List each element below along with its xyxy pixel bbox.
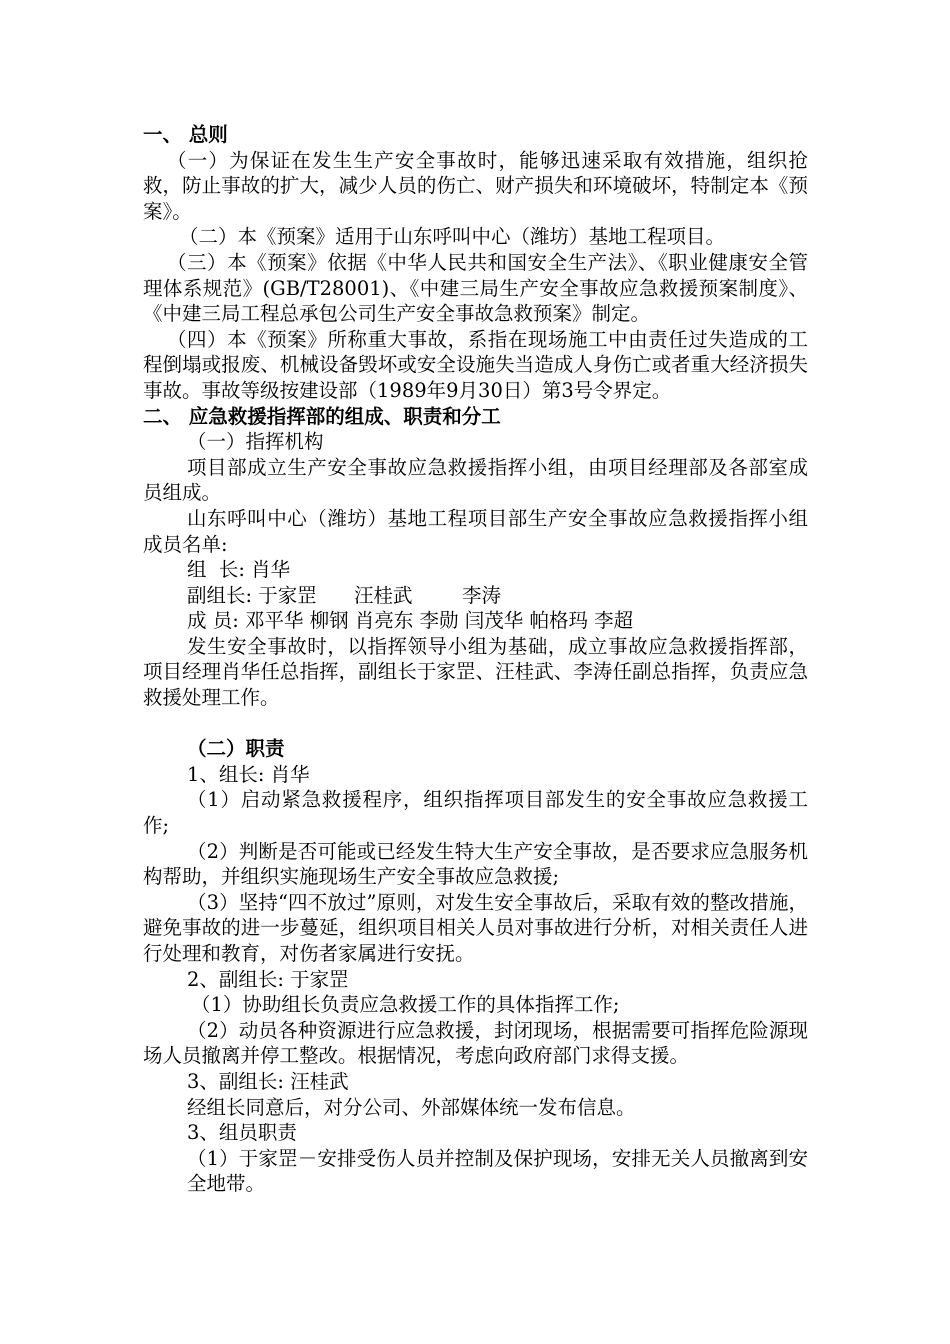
duty-leader-item-1: （1）启动紧急救援程序，组织指挥项目部发生的安全事故应急救援工作; [143, 788, 808, 838]
duty-deputy2-title: 3、副组长: 汪桂武 [187, 1069, 349, 1093]
duty-leader-title: 1、组长: 肖华 [187, 762, 310, 786]
document-body [143, 122, 808, 1197]
blank-line [143, 711, 808, 737]
duty-members-item-1: （1）于家罡－安排受伤人员并控制及保护现场，安排无关人员撤离到安全地带。 [187, 1146, 808, 1196]
paragraph-command-center: 发生安全事故时，以指挥领导小组为基础，成立事故应急救援指挥部，项目经理肖华任总指挥，副组长于家罡、汪桂武、李涛任副总指挥，负责应急救援处理工作。 [143, 634, 808, 710]
paragraph-basis: （三）本《预案》依据《中华人民共和国安全生产法》、《职业健康安全管理体系规范》(GB/T28001)、《中建三局生产安全事故应急救援预案制度》、《中建三局工程总承包公司生产安全事故急救预案》制定。 [143, 250, 808, 326]
duty-members-title: 3、组员职责 [187, 1121, 297, 1145]
paragraph-scope: （二）本《预案》适用于山东呼叫中心（潍坊）基地工程项目。 [179, 225, 726, 249]
duty-deputy1-item-1: （1）协助组长负责应急救援工作的具体指挥工作; [191, 993, 620, 1017]
roster-leader: 组 长: 肖华 [187, 558, 291, 582]
roster-deputy: 副组长: 于家罡 汪桂武 李涛 [187, 583, 502, 607]
duty-leader-item-3: （3）坚持“四不放过”原则，对发生安全事故后，采取有效的整改措施，避免事故的进一步蔓延，组织项目相关人员对事故进行分析，对相关责任人进行处理和教育，对伤者家属进行安抚。 [143, 890, 808, 965]
subheading-command: （一）指挥机构 [187, 430, 324, 454]
paragraph-roster-intro: 山东呼叫中心（潍坊）基地工程项目部生产安全事故应急救援指挥小组成员名单: [143, 506, 808, 556]
paragraph-definition: （四）本《预案》所称重大事故，系指在现场施工中由责任过失造成的工程倒塌或报废、机械设备毁坏或安全设施失当造成人身伤亡或者重大经济损失事故。事故等级按建设部（1989年9月30日）第3号令界定。 [143, 327, 808, 402]
section-heading-general: 一、 总则 [143, 123, 228, 146]
subheading-duties: （二）职责 [187, 737, 285, 761]
duty-deputy1-item-2: （2）动员各种资源进行应急救援，封闭现场，根据需要可指挥危险源现场人员撤离并停工整改。根据情况，考虑向政府部门求得支援。 [143, 1018, 808, 1068]
paragraph-purpose: （一）为保证在发生生产安全事故时，能够迅速采取有效措施，组织抢救，防止事故的扩大，减少人员的伤亡、财产损失和环境破坏，特制定本《预案》。 [143, 148, 808, 223]
section-heading-organization: 二、 应急救援指挥部的组成、职责和分工 [143, 404, 501, 428]
roster-members: 成 员: 邓平华 柳钢 肖亮东 李勋 闫茂华 帕格玛 李超 [187, 609, 634, 633]
duty-deputy2-item-1: 经组长同意后，对分公司、外部媒体统一发布信息。 [187, 1095, 636, 1119]
duty-leader-item-2: （2）判断是否可能或已经发生特大生产安全事故，是否要求应急服务机构帮助，并组织实施现场生产安全事故应急救援; [143, 839, 808, 889]
paragraph-command-setup: 项目部成立生产安全事故应急救援指挥小组，由项目经理部及各部室成员组成。 [143, 455, 808, 505]
duty-deputy1-title: 2、副组长: 于家罡 [187, 967, 349, 991]
